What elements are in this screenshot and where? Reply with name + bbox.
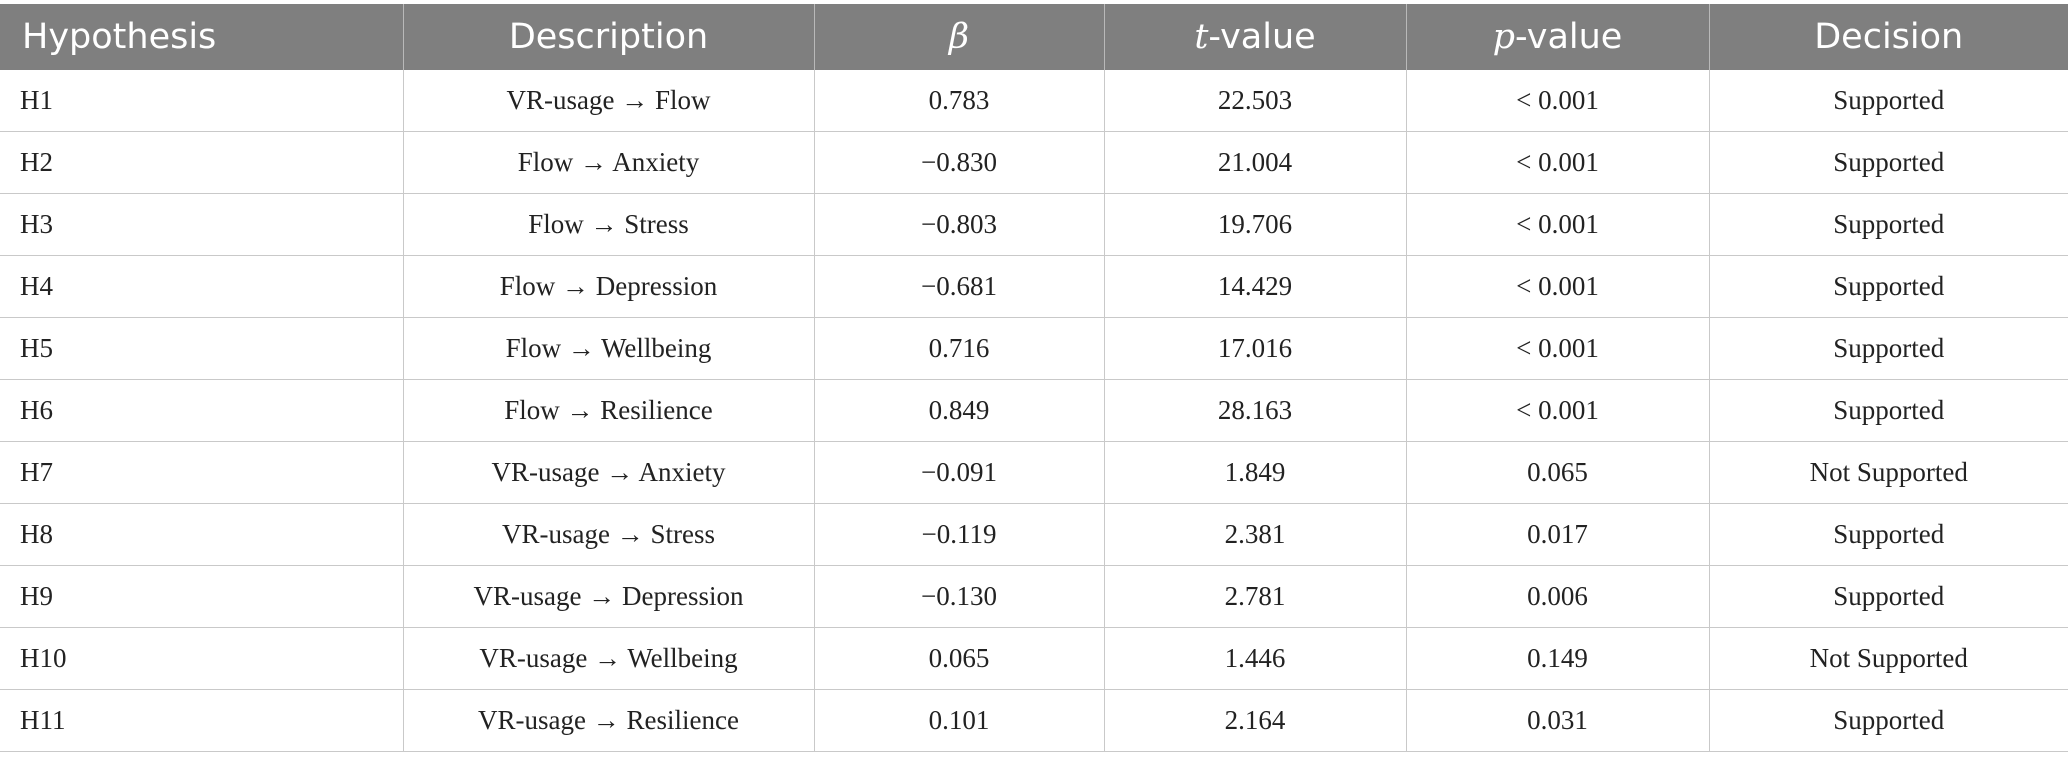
cell-p-value: < 0.001	[1406, 70, 1709, 132]
cell-beta: −0.130	[814, 566, 1104, 628]
cell-description: Flow → Stress	[403, 194, 814, 256]
cell-beta: −0.681	[814, 256, 1104, 318]
table-row	[0, 690, 2068, 752]
cell-p-value: 0.065	[1406, 442, 1709, 504]
table-row	[0, 194, 2068, 256]
cell-hypothesis: H8	[0, 504, 403, 566]
cell-t-value: 1.446	[1104, 628, 1406, 690]
cell-decision: Supported	[1709, 256, 2068, 318]
cell-hypothesis: H2	[0, 132, 403, 194]
cell-p-value: 0.031	[1406, 690, 1709, 752]
cell-description: VR-usage → Resilience	[403, 690, 814, 752]
cell-beta: −0.803	[814, 194, 1104, 256]
header-decision: Decision	[1709, 4, 2068, 70]
cell-p-value: < 0.001	[1406, 256, 1709, 318]
cell-p-value: < 0.001	[1406, 380, 1709, 442]
table-row	[0, 70, 2068, 132]
cell-decision: Supported	[1709, 690, 2068, 752]
cell-description: Flow → Resilience	[403, 380, 814, 442]
cell-beta: 0.849	[814, 380, 1104, 442]
cell-description: VR-usage → Stress	[403, 504, 814, 566]
cell-p-value: < 0.001	[1406, 318, 1709, 380]
table-row	[0, 442, 2068, 504]
header-p-suffix: -value	[1515, 17, 1623, 57]
cell-beta: −0.830	[814, 132, 1104, 194]
cell-t-value: 22.503	[1104, 70, 1406, 132]
cell-decision: Supported	[1709, 566, 2068, 628]
cell-t-value: 2.781	[1104, 566, 1406, 628]
cell-t-value: 2.164	[1104, 690, 1406, 752]
table-row	[0, 380, 2068, 442]
cell-t-value: 19.706	[1104, 194, 1406, 256]
cell-description: VR-usage → Anxiety	[403, 442, 814, 504]
table-row	[0, 566, 2068, 628]
cell-p-value: 0.017	[1406, 504, 1709, 566]
cell-p-value: < 0.001	[1406, 132, 1709, 194]
cell-decision: Supported	[1709, 380, 2068, 442]
cell-decision: Supported	[1709, 194, 2068, 256]
cell-t-value: 2.381	[1104, 504, 1406, 566]
header-p-value	[1406, 4, 1709, 70]
cell-description: Flow → Depression	[403, 256, 814, 318]
cell-hypothesis: H5	[0, 318, 403, 380]
header-p-italic: p	[1492, 17, 1516, 57]
cell-t-value: 14.429	[1104, 256, 1406, 318]
cell-hypothesis: H6	[0, 380, 403, 442]
cell-p-value: 0.149	[1406, 628, 1709, 690]
cell-p-value: < 0.001	[1406, 194, 1709, 256]
cell-hypothesis: H4	[0, 256, 403, 318]
cell-hypothesis: H9	[0, 566, 403, 628]
cell-decision: Not Supported	[1709, 628, 2068, 690]
header-beta	[814, 4, 1104, 70]
table-row	[0, 132, 2068, 194]
cell-t-value: 1.849	[1104, 442, 1406, 504]
header-description: Description	[403, 4, 814, 70]
table-row	[0, 318, 2068, 380]
cell-p-value: 0.006	[1406, 566, 1709, 628]
table-body	[0, 70, 2068, 752]
header-t-italic: t	[1194, 17, 1209, 57]
cell-description: Flow → Anxiety	[403, 132, 814, 194]
cell-description: VR-usage → Depression	[403, 566, 814, 628]
cell-beta: 0.783	[814, 70, 1104, 132]
cell-beta: −0.119	[814, 504, 1104, 566]
table-row	[0, 256, 2068, 318]
cell-beta: 0.716	[814, 318, 1104, 380]
cell-decision: Supported	[1709, 70, 2068, 132]
cell-description: VR-usage → Flow	[403, 70, 814, 132]
cell-hypothesis: H3	[0, 194, 403, 256]
cell-hypothesis: H11	[0, 690, 403, 752]
cell-hypothesis: H10	[0, 628, 403, 690]
cell-decision: Not Supported	[1709, 442, 2068, 504]
cell-t-value: 28.163	[1104, 380, 1406, 442]
cell-description: Flow → Wellbeing	[403, 318, 814, 380]
table-row	[0, 628, 2068, 690]
cell-t-value: 17.016	[1104, 318, 1406, 380]
cell-t-value: 21.004	[1104, 132, 1406, 194]
table-row	[0, 504, 2068, 566]
cell-hypothesis: H1	[0, 70, 403, 132]
header-row	[0, 4, 2068, 70]
cell-beta: 0.065	[814, 628, 1104, 690]
hypothesis-table-container	[0, 4, 2068, 752]
cell-hypothesis: H7	[0, 442, 403, 504]
cell-beta: −0.091	[814, 442, 1104, 504]
header-t-value	[1104, 4, 1406, 70]
header-beta-symbol: β	[948, 17, 970, 57]
hypothesis-table	[0, 4, 2068, 752]
cell-beta: 0.101	[814, 690, 1104, 752]
cell-decision: Supported	[1709, 132, 2068, 194]
header-t-suffix: -value	[1208, 17, 1316, 57]
cell-description: VR-usage → Wellbeing	[403, 628, 814, 690]
cell-decision: Supported	[1709, 318, 2068, 380]
cell-decision: Supported	[1709, 504, 2068, 566]
header-hypothesis: Hypothesis	[0, 4, 403, 70]
table-header	[0, 4, 2068, 70]
